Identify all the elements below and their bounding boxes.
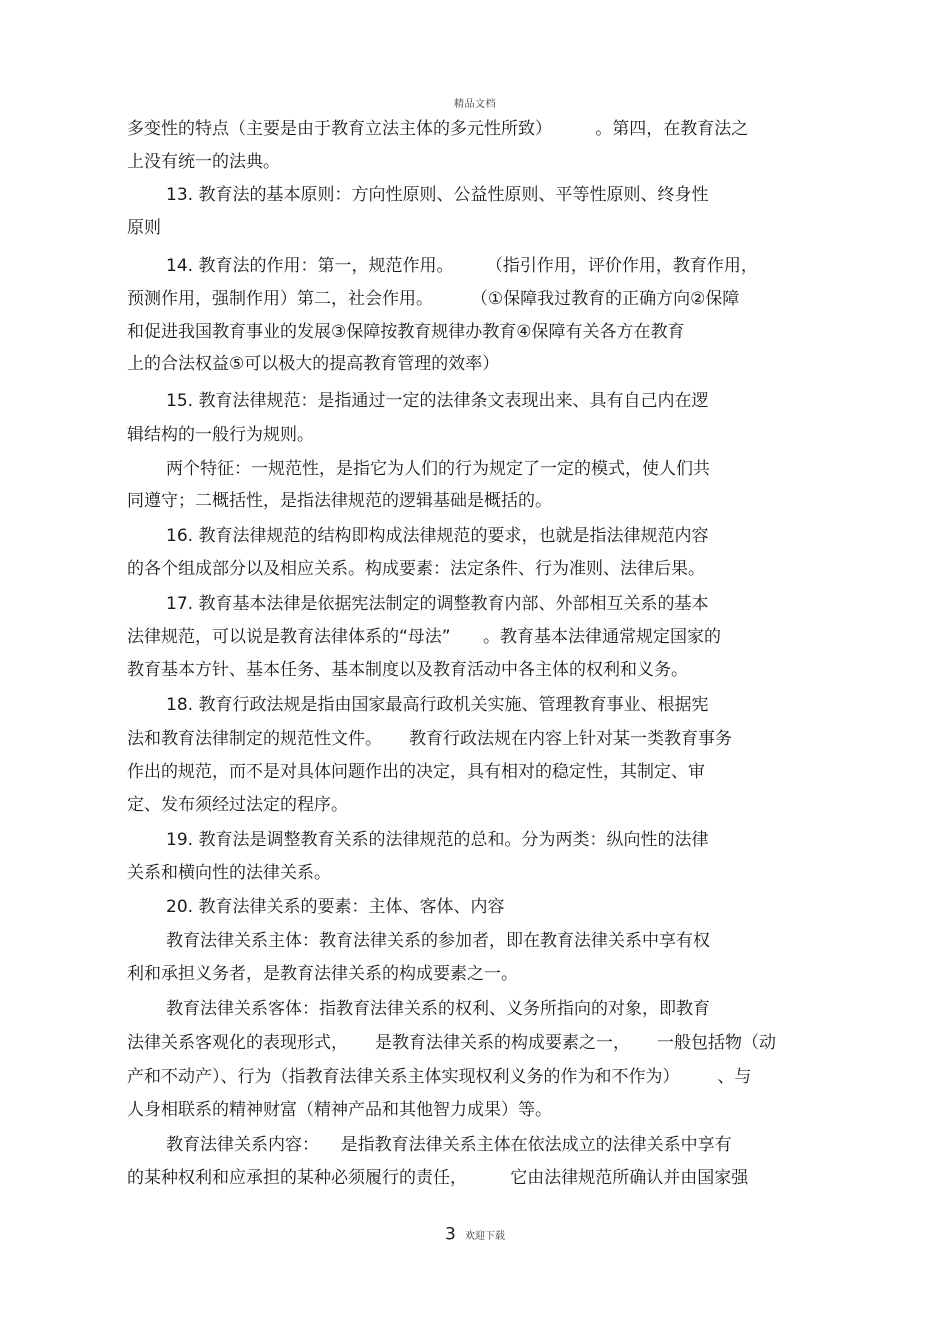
text-line: 和促进我国教育事业的发展③保障按教育规律办教育④保障有关各方在教育 — [127, 322, 685, 342]
text-line: 利和承担义务者，是教育法律关系的构成要素之一。 — [127, 964, 518, 984]
text-line: 法律规范，可以说是教育法律体系的“母法” 。教育基本法律通常规定国家的 — [127, 627, 722, 647]
text-line: 原则 — [127, 218, 161, 238]
text-line: 19. 教育法是调整教育关系的法律规范的总和。分为两类：纵向性的法律 — [166, 830, 709, 850]
text-line: 同遵守；二概括性，是指法律规范的逻辑基础是概括的。 — [127, 491, 552, 511]
text-line: 教育法律关系主体：教育法律关系的参加者，即在教育法律关系中享有权 — [166, 931, 710, 951]
text-line: 上的合法权益⑤可以极大的提高教育管理的效率） — [127, 354, 500, 374]
text-line: 14. 教育法的作用：第一，规范作用。 （指引作用，评价作用，教育作用， — [166, 256, 758, 276]
text-line: 作出的规范，而不是对具体问题作出的决定，具有相对的稳定性，其制定、审 — [127, 762, 705, 782]
text-line: 人身相联系的精神财富（精神产品和其他智力成果）等。 — [127, 1100, 552, 1120]
text-line: 15. 教育法律规范：是指通过一定的法律条文表现出来、具有自己内在逻 — [166, 391, 709, 411]
text-line: 18. 教育行政法规是指由国家最高行政机关实施、管理教育事业、根据宪 — [166, 695, 709, 715]
text-line: 法律关系客观化的表现形式， 是教育法律关系的构成要素之一， 一般包括物（动 — [127, 1033, 777, 1053]
footer-text: 欢迎下载 — [464, 1231, 505, 1242]
text-line: 的某种权利和应承担的某种必须履行的责任， 它由法律规范所确认并由国家强 — [127, 1168, 749, 1188]
text-line: 13. 教育法的基本原则：方向性原则、公益性原则、平等性原则、终身性 — [166, 185, 709, 205]
page-footer — [0, 1224, 950, 1245]
text-line: 的各个组成部分以及相应关系。构成要素：法定条件、行为准则、法律后果。 — [127, 559, 705, 579]
text-line: 辑结构的一般行为规则。 — [127, 425, 314, 445]
page-header: 精品文档 — [454, 99, 496, 110]
text-line: 教育基本方针、基本任务、基本制度以及教育活动中各主体的权利和义务。 — [127, 660, 688, 680]
text-line: 17. 教育基本法律是依据宪法制定的调整教育内部、外部相互关系的基本 — [166, 594, 709, 614]
page-number: 3 — [445, 1224, 456, 1245]
text-line: 法和教育法律制定的规范性文件。 教育行政法规在内容上针对某一类教育事务 — [127, 729, 733, 749]
text-line: 16. 教育法律规范的结构即构成法律规范的要求，也就是指法律规范内容 — [166, 526, 709, 546]
text-line: 两个特征：一规范性，是指它为人们的行为规定了一定的模式，使人们共 — [166, 459, 710, 479]
text-line: 预测作用，强制作用）第二，社会作用。 （①保障我过教育的正确方向②保障 — [127, 289, 740, 309]
text-line: 关系和横向性的法律关系。 — [127, 863, 331, 883]
text-line: 20. 教育法律关系的要素：主体、客体、内容 — [166, 897, 505, 917]
text-line: 上没有统一的法典。 — [127, 152, 280, 172]
text-line: 多变性的特点（主要是由于教育立法主体的多元性所致） 。第四，在教育法之 — [127, 119, 749, 139]
text-line: 产和不动产）、行为（指教育法律关系主体实现权利义务的作为和不作为） 、与 — [127, 1067, 752, 1087]
text-line: 定、发布须经过法定的程序。 — [127, 795, 348, 815]
text-line: 教育法律关系客体：指教育法律关系的权利、义务所指向的对象，即教育 — [166, 999, 710, 1019]
text-line: 教育法律关系内容： 是指教育法律关系主体在依法成立的法律关系中享有 — [166, 1135, 732, 1155]
